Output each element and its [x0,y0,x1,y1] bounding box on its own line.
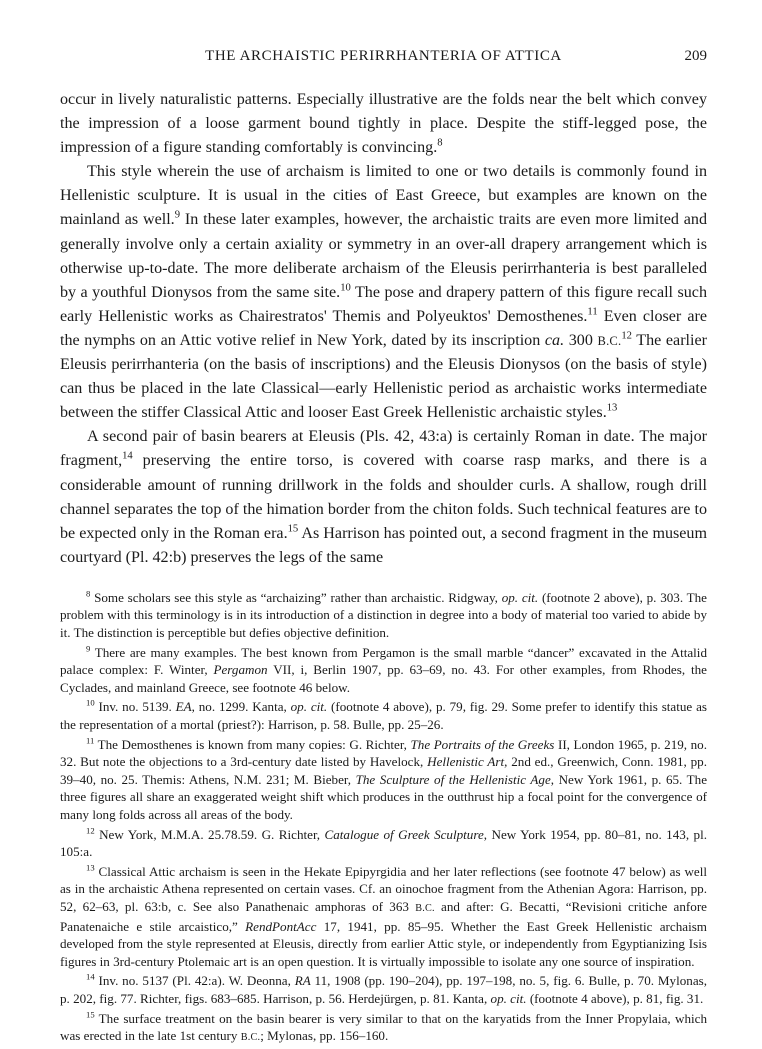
running-title: THE ARCHAISTIC PERIRRHANTERIA OF ATTICA [205,48,562,64]
page [60,48,707,1049]
footnote-ref-12[interactable]: 12 [621,330,632,342]
footnote-ref-9[interactable]: 9 [174,209,181,221]
footnote-ref-14[interactable]: 14 [122,450,133,462]
footnotes [60,589,707,1047]
page-number: 209 [684,48,707,64]
footnote-12: $^{12}$ New York, M.M.A. 25.78.59. G. Richter, Catalogue of Greek Sculpture, New York 1954, pp. 80–81, no. 143, pl. 105:a. [60,825,707,860]
footnote-15: $^{15}$ The surface treatment on the basin bearer is very similar to that on the karyatids from the Inner Propylaia, which was erected in the late 1st century B.C.; Mylonas, pp. 156–160. [60,1009,707,1044]
footnote-ref-11[interactable]: 11 [587,306,598,318]
body-text [60,88,707,570]
footnote-13: $^{13}$ Classical Attic archaism is seen in the Hekate Epipyrgidia and her later reflections (see footnote 47 below) as well as in the archaistic Athena represented on certain vases. Cf. an oinochoe fragment from the Athenian Agora: Harrison, pp. 52, 62–63, pl. 63:b, c. See also Panathenaic amphoras of 363 B.C. and after: G. Becatti, “Revisioni critiche anfore Panatenaiche e stile arcaistico,” RendPontAcc 17, 1941, pp. 85–95. Whether the East Greek Hellenistic archaism developed from the style represented at Eleusis, directly from earlier Attic style, or independently from Egyptianizing Isis figures in 3rd-century Ptolemaic art is an open question. It is virtually impossible to isolate any one source of inspiration. [60,862,707,969]
footnote-9: $^9$ There are many examples. The best known from Pergamon is the small marble “dancer” excavated in the Attalid palace complex: F. Winter, Pergamon VII, i, Berlin 1907, pp. 63–69, no. 43. For other examples, from Rhodes, the Cyclades, and mainland Greece, see footnote 46 below. [60,643,707,695]
paragraph-3: A second pair of basin bearers at Eleusis (Pls. 42, 43:a) is certainly Roman in date. The major fragment,$^{14}$ preserving the entire torso, is covered with coarse rasp marks, and there is a considerable amount of running drillwork in the folds and shoulder curls. A shallow, rough drill channel separates the top of the himation border from the chiton folds. Such technical features are to be expected only in the Roman era.$^{15}$ As Harrison has pointed out, a second fragment in the museum courtyard (Pl. 42:b) preserves the legs of the same [60,428,707,566]
footnote-11: $^{11}$ The Demosthenes is known from many copies: G. Richter, The Portraits of the Greeks II, London 1965, p. 219, no. 32. But note the objections to a 3rd-century date listed by Havelock, Hellenistic Art, 2nd ed., Greenwich, Conn. 1981, pp. 39–40, no. 25. Themis: Athens, N.M. 231; M. Bieber, The Sculpture of the Hellenistic Age, New York 1961, p. 65. The three figures all share an exaggerated weight shift which produces in the outthrust hip a focal point for the convergence of many long folds across all areas of the body. [60,735,707,822]
footnote-14: $^{14}$ Inv. no. 5137 (Pl. 42:a). W. Deonna, RA 11, 1908 (pp. 190–204), pp. 197–198, no. 5, fig. 6. Bulle, p. 70. Mylonas, p. 202, fig. 77. Richter, figs. 683–685. Harrison, p. 56. Herdejürgen, p. 81. Kanta, op. cit. (footnote 4 above), p. 81, fig. 31. [60,971,707,1006]
paragraph-2: This style wherein the use of archaism is limited to one or two details is commonly found in Hellenistic sculpture. It is usual in the cities of East Greece, but examples are known on the mainland as well.$^9$ In these later examples, however, the archaistic traits are even more limited and generally involve only a certain axiality or symmetry in an over-all drapery arrangement which is otherwise up-to-date. The more deliberate archaism of the Eleusis perirrhanteria is best paralleled by a youthful Dionysos from the same site.$^{10}$ The pose and drapery pattern of this figure recall such early Hellenistic works as Chairestratos' Themis and Polyeuktos' Demosthenes.$^{11}$ Even closer are the nymphs on an Attic votive relief in New York, dated by its inscription ca. 300 B.C.$^{12}$ The earlier Eleusis perirrhanteria (on the basis of inscriptions) and the Eleusis Dionysos (on the basis of style) can thus be placed in the late Classical—early Hellenistic period as archaistic works intermediate between the stiffer Classical Attic and looser East Greek Hellenistic archaistic styles.$^{13}$ [60,163,708,422]
footnote-8: $^8$ Some scholars see this style as “archaizing” rather than archaistic. Ridgway, op. cit. (footnote 2 above), p. 303. The problem with this terminology is in its introduction of a distinction in degree into a body of material too varied to abide by it. The distinction is perceptible but defies objective definition. [60,588,707,641]
footnote-ref-10[interactable]: 10 [340,282,351,294]
page-header [60,48,707,70]
footnote-ref-15[interactable]: 15 [287,523,299,535]
paragraph-1: occur in lively naturalistic patterns. Especially illustrative are the folds near the belt which convey the impression of a loose garment bound tightly in place. Despite the stiff-legged pose, the impression of a figure standing comfortably is convincing.$^8$ [60,91,707,157]
footnote-ref-13[interactable]: 13 [606,402,618,414]
footnote-ref-8[interactable]: 8 [437,137,443,149]
footnote-10: $^{10}$ Inv. no. 5139. EA, no. 1299. Kanta, op. cit. (footnote 4 above), p. 79, fig. 29. Some prefer to identify this statue as the representation of a mortal (priest?): Harrison, p. 58. Bulle, pp. 25–26. [60,698,707,733]
